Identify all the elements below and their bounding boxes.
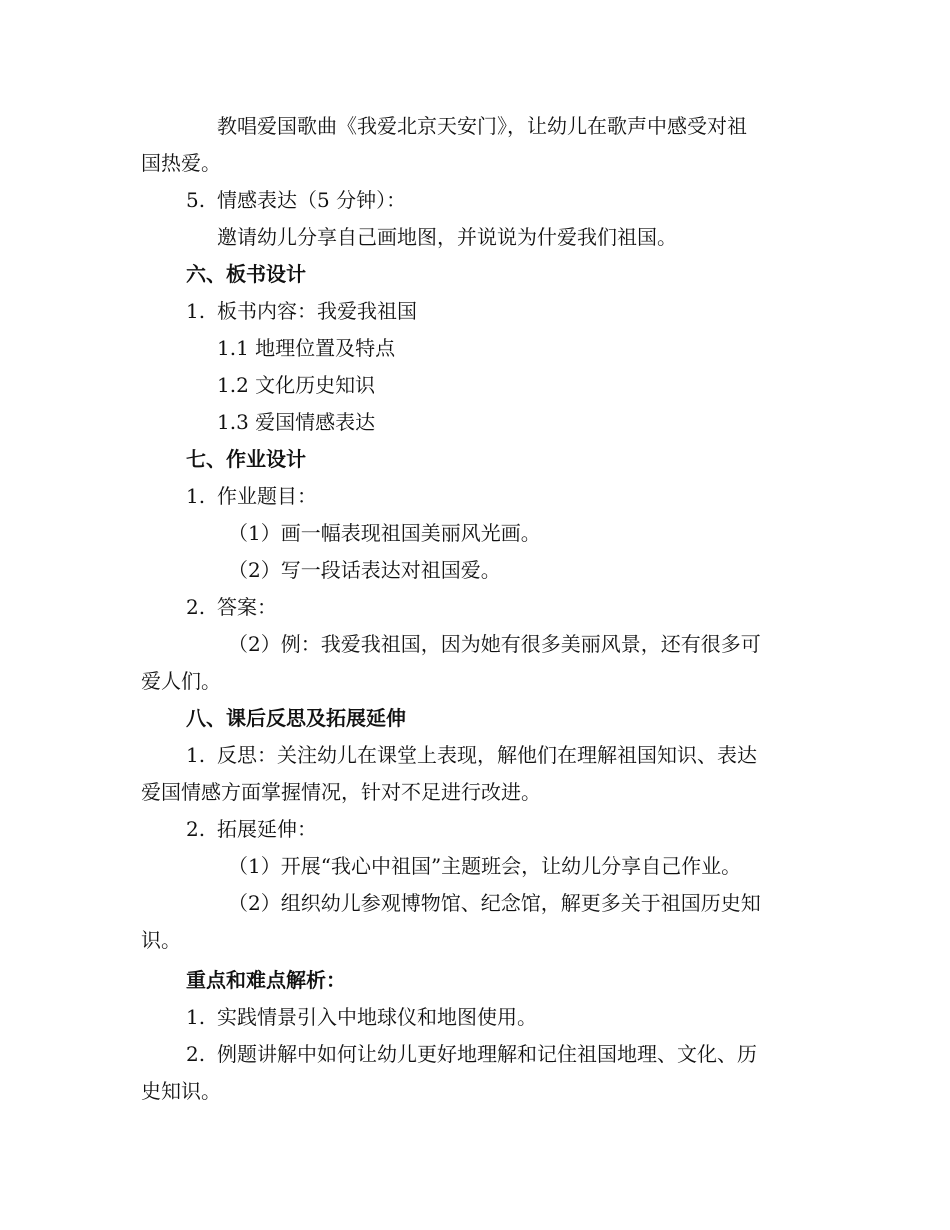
sub-item: 1.3 爱国情感表达 [217,410,376,434]
numbered-item [186,478,866,515]
sub-item: （1）画一幅表现祖国美丽风光画。 [228,521,541,545]
item-text: 作业题目： [217,484,317,508]
sub-item: 1.1 地理位置及特点 [217,336,396,360]
sub-item: （2）组织幼儿参观博物馆、纪念馆，解更多关于祖国历史知 [228,891,761,915]
item-text: 拓展延伸： [217,817,317,841]
item-text: 反思：关注幼儿在课堂上表现，解他们在理解祖国知识、表达 [217,743,757,767]
sub-item: （2）写一段话表达对祖国爱。 [228,558,501,582]
numbered-item [186,811,866,848]
paragraph-line: 爱国情感方面掌握情况，针对不足进行改进。 [141,780,541,804]
sub-item: （2）例：我爱我祖国，因为她有很多美丽风景，还有很多可 [228,632,761,656]
numbered-item [186,1036,866,1073]
item-number: 1. [186,484,206,508]
paragraph-line: 邀请幼儿分享自己画地图，并说说为什爱我们祖国。 [217,225,677,249]
item-number: 2. [186,595,206,619]
numbered-item [186,182,866,219]
item-text: 实践情景引入中地球仪和地图使用。 [217,1005,537,1029]
paragraph-line: 国热爱。 [141,151,221,175]
item-text: 板书内容：我爱我祖国 [217,299,417,323]
numbered-item [186,589,866,626]
item-number: 2. [186,817,206,841]
section-heading: 八、课后反思及拓展延伸 [186,706,406,730]
paragraph-line: 史知识。 [141,1079,221,1103]
item-text: 情感表达（5 分钟）： [217,188,407,212]
numbered-item [186,293,866,330]
item-number: 5. [186,188,206,212]
paragraph-line: 教唱爱国歌曲《我爱北京天安门》，让幼儿在歌声中感受对祖 [217,114,747,138]
sub-item: （1）开展“我心中祖国”主题班会，让幼儿分享自己作业。 [228,854,742,878]
item-number: 1. [186,743,206,767]
numbered-item [186,999,866,1036]
section-heading: 六、板书设计 [186,262,306,286]
section-heading: 重点和难点解析： [186,968,346,992]
item-text: 例题讲解中如何让幼儿更好地理解和记住祖国地理、文化、历 [217,1042,757,1066]
section-heading: 七、作业设计 [186,447,306,471]
sub-item: 1.2 文化历史知识 [217,373,376,397]
item-number: 1. [186,299,206,323]
item-text: 答案： [217,595,277,619]
paragraph-line: 识。 [141,928,181,952]
item-number: 2. [186,1042,206,1066]
item-number: 1. [186,1005,206,1029]
numbered-item [186,737,866,774]
paragraph-line: 爱人们。 [141,669,221,693]
